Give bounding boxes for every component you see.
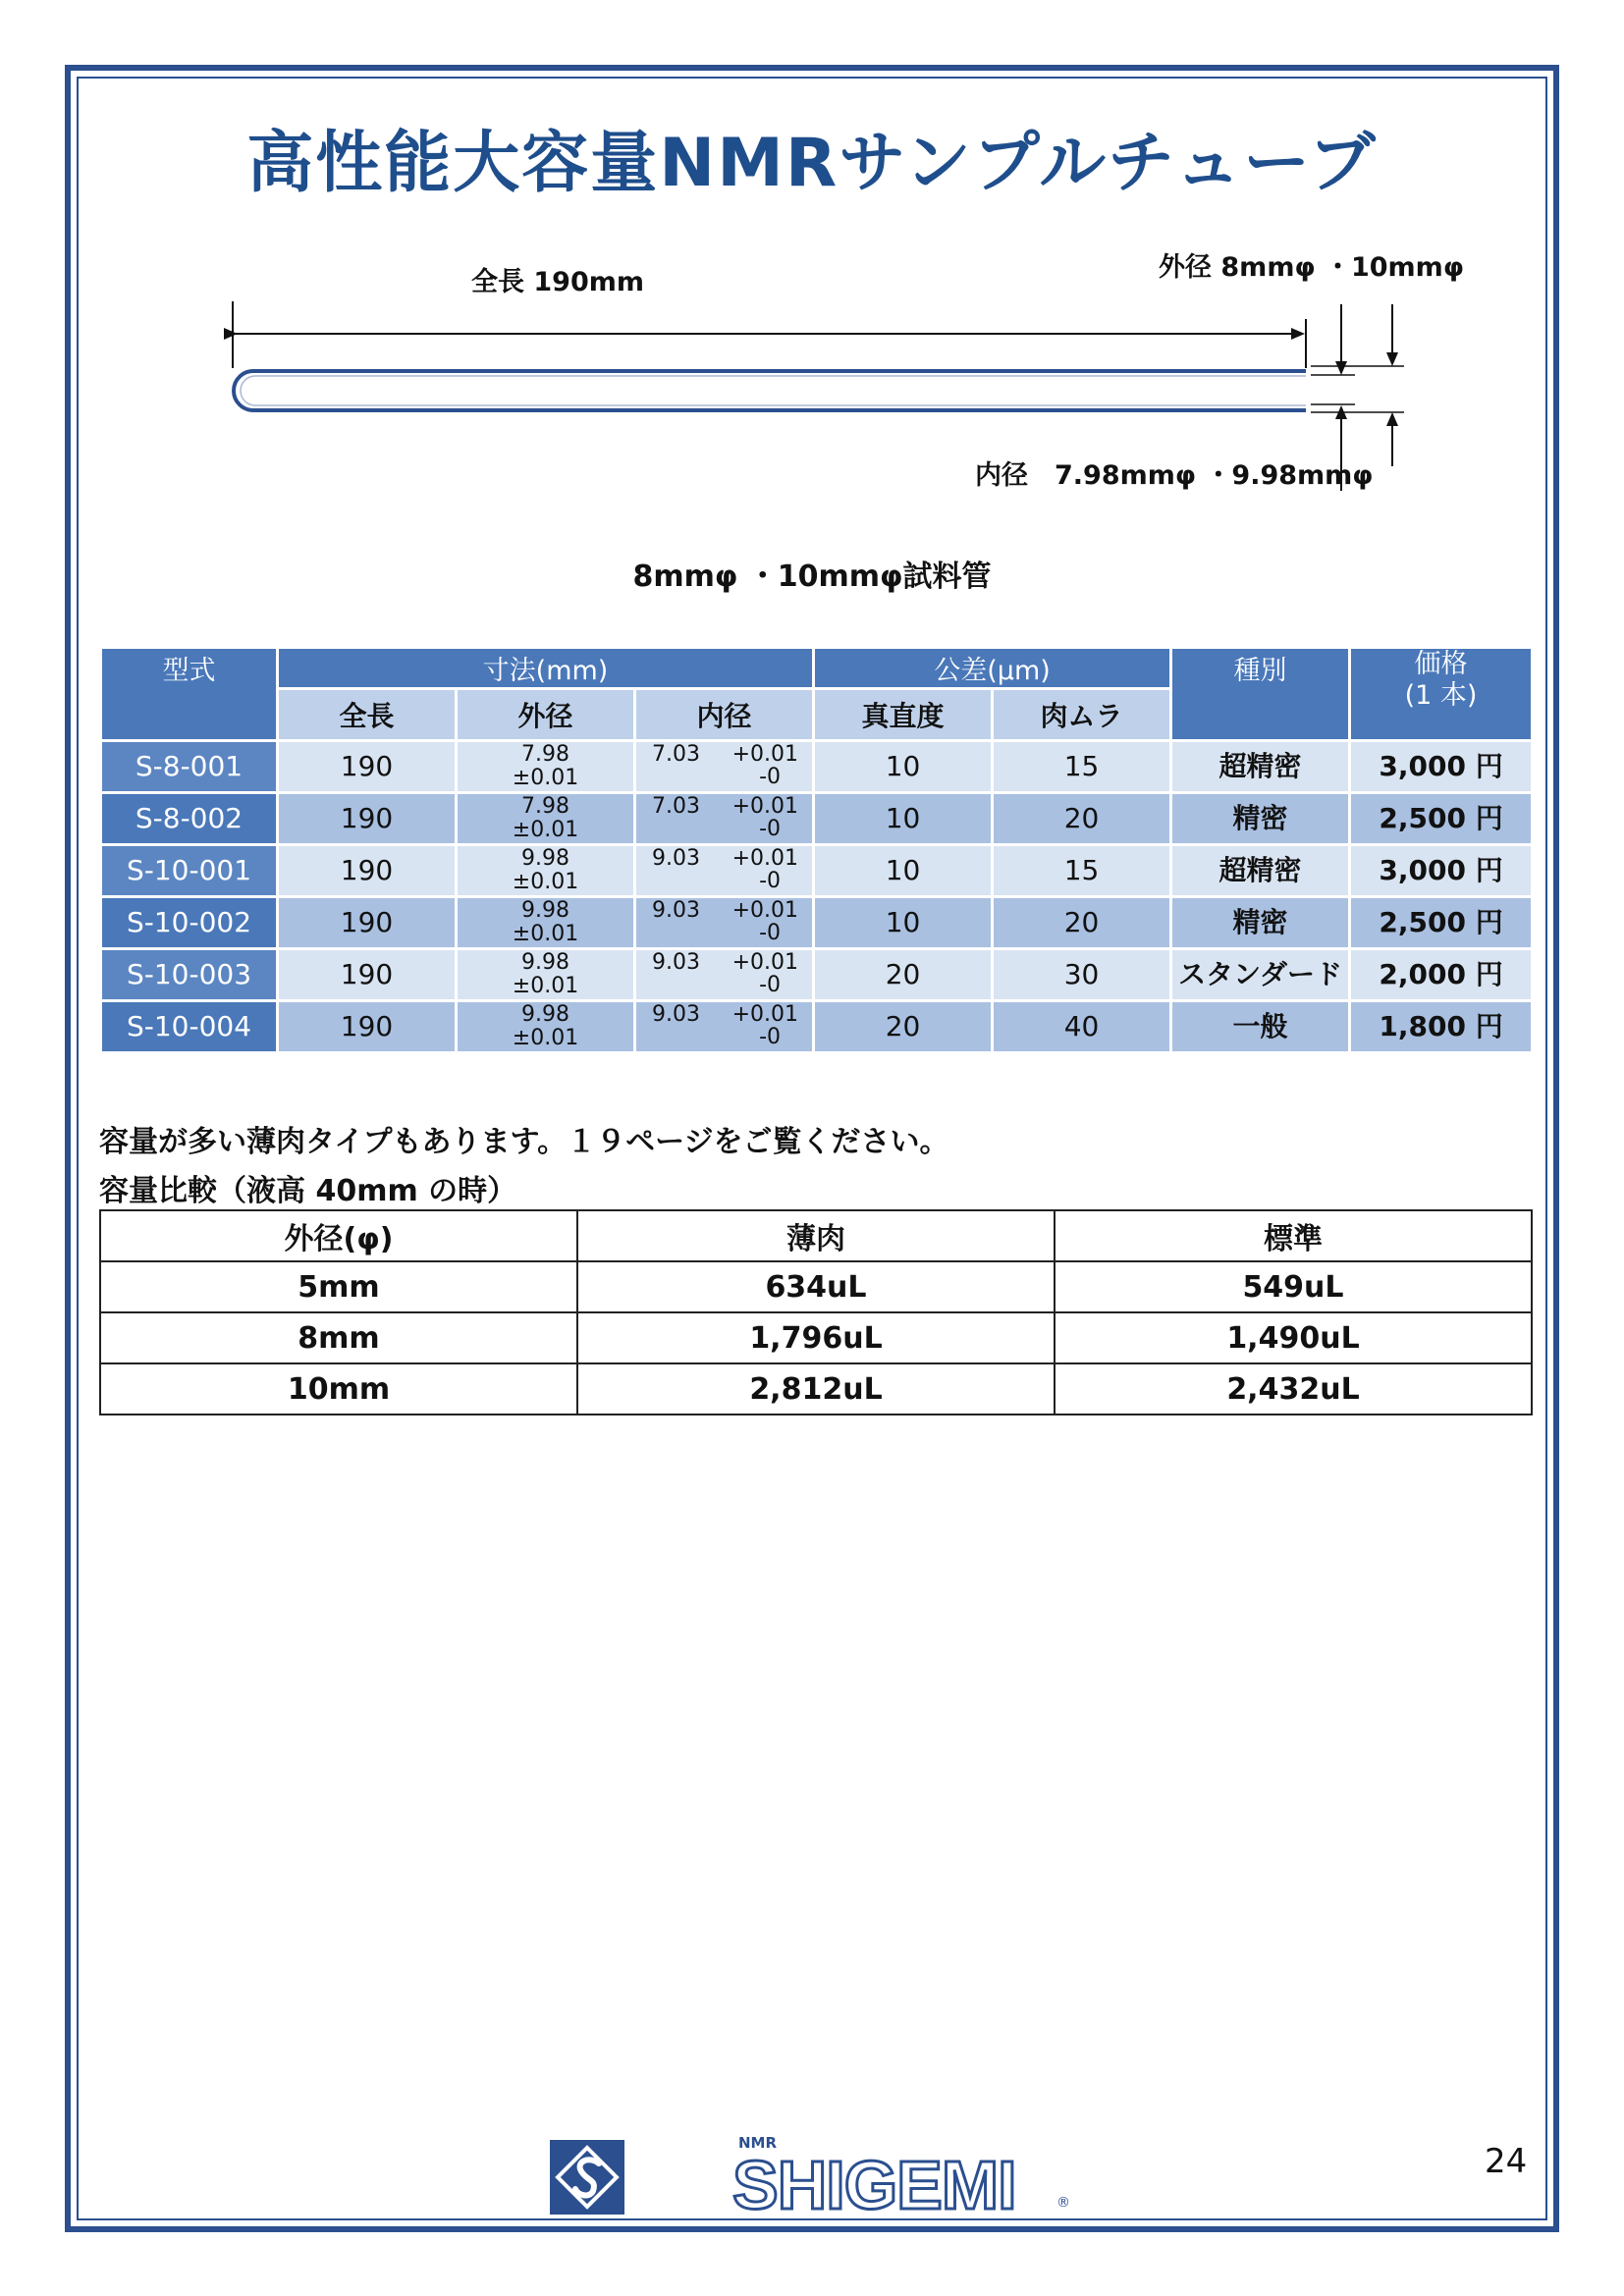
straightness-cell: 20 (814, 949, 993, 1001)
inner-cell (635, 793, 814, 845)
grade-cell: 精密 (1171, 793, 1350, 845)
grade-cell: 超精密 (1171, 741, 1350, 793)
subheader-inner: 内径 (635, 689, 814, 741)
inner-value: 9.03 (652, 950, 700, 975)
capacity-cell: 8mm (100, 1312, 577, 1363)
total-length-label: 全長 190mm (471, 267, 645, 297)
model-cell: S-10-004 (101, 1001, 278, 1053)
wall-variation-cell: 30 (993, 949, 1171, 1001)
outer-value: 7.98 (521, 742, 569, 767)
outer-cell (457, 793, 635, 845)
inner-cell (635, 845, 814, 897)
tube-outer-outline (234, 371, 1306, 410)
capacity-header-thin: 薄肉 (577, 1210, 1055, 1261)
price-cell: 2,000 円 (1350, 949, 1533, 1001)
grade-cell: 精密 (1171, 897, 1350, 949)
capacity-cell: 1,490uL (1055, 1312, 1532, 1363)
outer-value: 9.98 (521, 846, 569, 871)
capacity-cell: 5mm (100, 1261, 577, 1312)
inner-tolerance-plus: +0.01 (731, 898, 799, 923)
outer-value: 7.98 (521, 794, 569, 819)
subheader-wall-variation: 肉ムラ (993, 689, 1171, 741)
capacity-cell: 10mm (100, 1363, 577, 1415)
section-subtitle: 8mmφ ・10mmφ試料管 (632, 560, 992, 594)
price-cell: 3,000 円 (1350, 845, 1533, 897)
brand-logo (727, 2132, 1080, 2223)
length-cell: 190 (278, 949, 457, 1001)
table-row (101, 845, 1533, 897)
outer-tolerance: ±0.01 (512, 974, 579, 998)
table-row (101, 949, 1533, 1001)
inner-value: 9.03 (652, 898, 700, 923)
price-cell: 1,800 円 (1350, 1001, 1533, 1053)
header-tolerance: 公差(μm) (814, 648, 1171, 689)
price-cell: 2,500 円 (1350, 793, 1533, 845)
brand-registered-mark: ® (1056, 2195, 1070, 2211)
outer-tolerance: ±0.01 (512, 1026, 579, 1050)
capacity-cell: 2,432uL (1055, 1363, 1532, 1415)
capacity-cell: 549uL (1055, 1261, 1532, 1312)
capacity-note: 容量比較（液高 40mm の時） (99, 1174, 517, 1208)
inner-tolerance-plus: +0.01 (731, 846, 799, 871)
subheader-length: 全長 (278, 689, 457, 741)
outer-cell (457, 897, 635, 949)
outer-tolerance: ±0.01 (512, 818, 579, 842)
table-row (101, 897, 1533, 949)
inner-value: 7.03 (652, 794, 700, 819)
inner-diameter-label: 内径 7.98mmφ ・9.98mmφ (975, 460, 1374, 491)
grade-cell: 一般 (1171, 1001, 1350, 1053)
inner-cell (635, 897, 814, 949)
model-cell: S-10-003 (101, 949, 278, 1001)
outer-tolerance: ±0.01 (512, 766, 579, 790)
wall-variation-cell: 15 (993, 741, 1171, 793)
outer-diameter-label: 外径 8mmφ ・10mmφ (1159, 252, 1464, 283)
model-cell: S-10-002 (101, 897, 278, 949)
model-cell: S-8-001 (101, 741, 278, 793)
header-price-line2: (1 本) (1404, 680, 1478, 711)
straightness-cell: 20 (814, 1001, 993, 1053)
wall-variation-cell: 20 (993, 793, 1171, 845)
capacity-table (99, 1209, 1533, 1415)
inner-cell (635, 741, 814, 793)
table-row (101, 741, 1533, 793)
straightness-cell: 10 (814, 793, 993, 845)
brand-name: SHIGEMI (732, 2147, 1016, 2223)
subheader-outer: 外径 (457, 689, 635, 741)
table-row (100, 1312, 1532, 1363)
length-cell: 190 (278, 741, 457, 793)
inner-tolerance-minus: -0 (759, 765, 782, 789)
model-cell: S-8-002 (101, 793, 278, 845)
header-dimensions: 寸法(mm) (278, 648, 814, 689)
outer-value: 9.98 (521, 1002, 569, 1027)
grade-cell: 超精密 (1171, 845, 1350, 897)
spec-table (99, 646, 1534, 1054)
header-price (1350, 648, 1533, 741)
capacity-cell: 1,796uL (577, 1312, 1055, 1363)
straightness-cell: 10 (814, 741, 993, 793)
inner-tolerance-minus: -0 (759, 817, 782, 841)
price-cell: 3,000 円 (1350, 741, 1533, 793)
page-title: 高性能大容量NMRサンプルチューブ (246, 125, 1378, 202)
inner-value: 9.03 (652, 1002, 700, 1027)
grade-cell: スタンダード (1171, 949, 1350, 1001)
header-grade: 種別 (1171, 648, 1350, 741)
outer-cell (457, 949, 635, 1001)
outer-tolerance: ±0.01 (512, 922, 579, 946)
straightness-cell: 10 (814, 845, 993, 897)
inner-cell (635, 1001, 814, 1053)
length-cell: 190 (278, 845, 457, 897)
inner-tolerance-plus: +0.01 (731, 794, 799, 819)
header-model: 型式 (101, 648, 278, 741)
inner-tolerance-minus: -0 (759, 973, 782, 997)
capacity-header-outer: 外径(φ) (100, 1210, 577, 1261)
inner-value: 7.03 (652, 742, 700, 767)
tube-inner-outline (241, 376, 1306, 405)
length-cell: 190 (278, 897, 457, 949)
brand-prefix: NMR (738, 2134, 778, 2152)
subheader-straightness: 真直度 (814, 689, 993, 741)
outer-value: 9.98 (521, 898, 569, 923)
length-cell: 190 (278, 1001, 457, 1053)
outer-value: 9.98 (521, 950, 569, 975)
model-cell: S-10-001 (101, 845, 278, 897)
shigemi-logo-icon (550, 2140, 624, 2215)
wall-variation-cell: 20 (993, 897, 1171, 949)
inner-tolerance-minus: -0 (759, 921, 782, 945)
outer-cell (457, 1001, 635, 1053)
inner-cell (635, 949, 814, 1001)
straightness-cell: 10 (814, 897, 993, 949)
table-row (100, 1261, 1532, 1312)
wall-variation-cell: 15 (993, 845, 1171, 897)
inner-tolerance-plus: +0.01 (731, 1002, 799, 1027)
capacity-header-standard: 標準 (1055, 1210, 1532, 1261)
inner-tolerance-plus: +0.01 (731, 950, 799, 975)
wall-variation-cell: 40 (993, 1001, 1171, 1053)
capacity-cell: 2,812uL (577, 1363, 1055, 1415)
inner-tolerance-plus: +0.01 (731, 742, 799, 767)
inner-value: 9.03 (652, 846, 700, 871)
outer-cell (457, 845, 635, 897)
length-cell: 190 (278, 793, 457, 845)
table-row (100, 1363, 1532, 1415)
table-row (101, 793, 1533, 845)
page-number: 24 (1485, 2142, 1528, 2181)
price-cell: 2,500 円 (1350, 897, 1533, 949)
table-row (101, 1001, 1533, 1053)
header-price-line1: 価格 (1414, 649, 1468, 679)
outer-cell (457, 741, 635, 793)
inner-tolerance-minus: -0 (759, 869, 782, 893)
inner-tolerance-minus: -0 (759, 1025, 782, 1049)
capacity-cell: 634uL (577, 1261, 1055, 1312)
thin-wall-note: 容量が多い薄肉タイプもあります。１９ページをご覧ください。 (99, 1125, 949, 1159)
outer-tolerance: ±0.01 (512, 870, 579, 894)
